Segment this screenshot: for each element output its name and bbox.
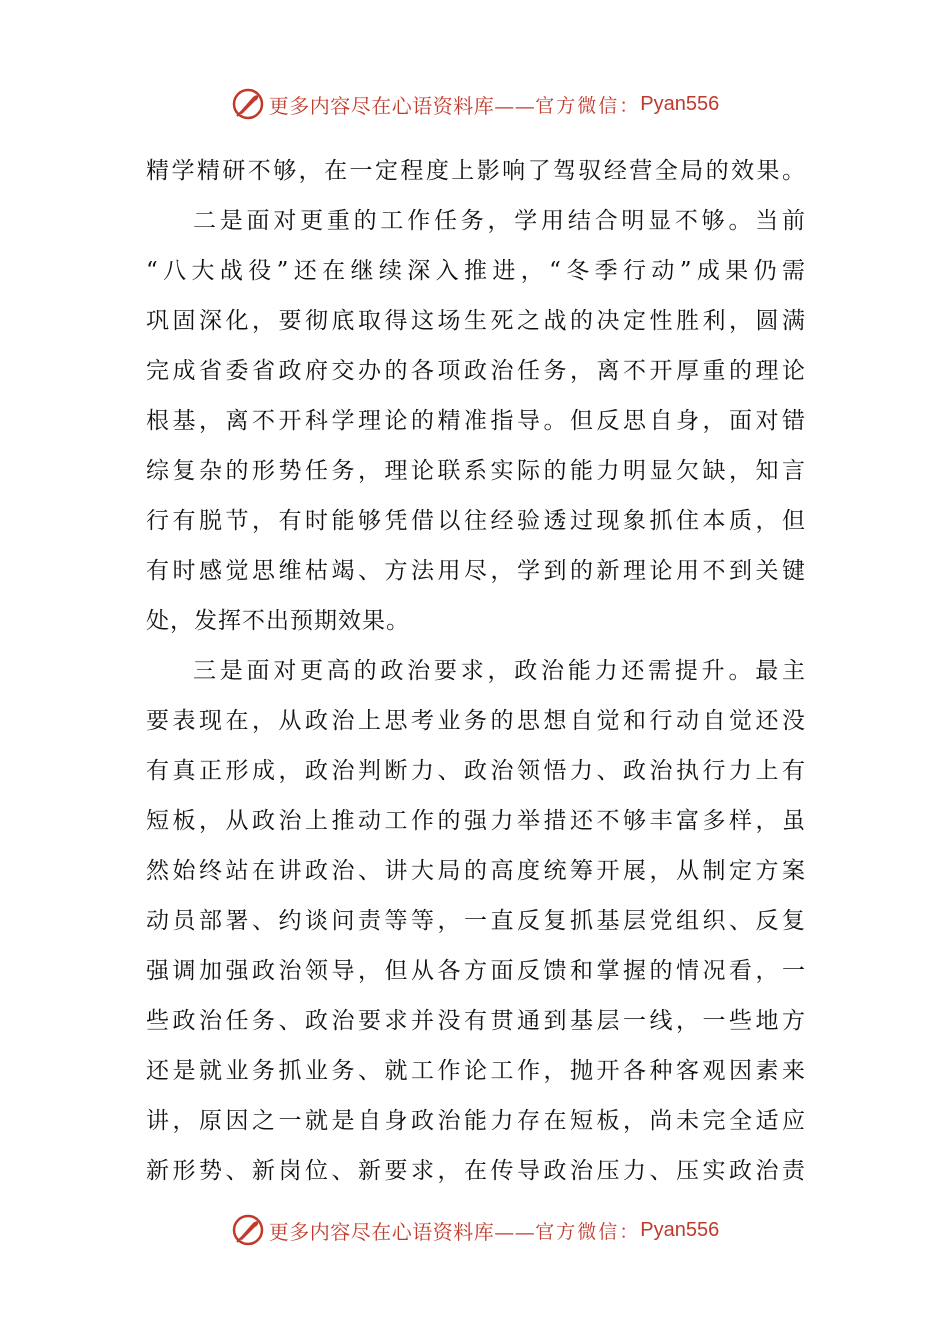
- text-line: 些政治任务、政治要求并没有贯通到基层一线，一些地方: [146, 1008, 806, 1034]
- text-line: 根基，离不开科学理论的精准指导。但反思自身，面对错: [146, 408, 806, 434]
- header-text: 更多内容尽在心语资料库——: [268, 93, 536, 118]
- text-line: 精学精研不够，在一定程度上影响了驾驭经营全局的效果。: [146, 158, 806, 184]
- text-line: 强调加强政治领导，但从各方面反馈和掌握的情况看，一: [146, 958, 806, 984]
- text-line: 三是面对更高的政治要求，政治能力还需提升。最主: [193, 658, 806, 684]
- footer-text: 更多内容尽在心语资料库——: [268, 1219, 536, 1244]
- text-line: 行有脱节，有时能够凭借以往经验透过现象抓住本质，但: [146, 508, 806, 534]
- text-line: 讲，原因之一就是自身政治能力存在短板，尚未完全适应: [146, 1108, 806, 1134]
- text-line: 要表现在，从政治上思考业务的思想自觉和行动自觉还没: [146, 708, 806, 734]
- text-line: “八大战役”还在继续深入推进，“冬季行动”成果仍需: [146, 258, 806, 284]
- document-body: [146, 146, 806, 1196]
- footer-banner: [0, 1210, 950, 1250]
- text-line: 还是就业务抓业务、就工作论工作，抛开各种客观因素来: [146, 1058, 806, 1084]
- text-line: 有时感觉思维枯竭、方法用尽，学到的新理论用不到关键: [146, 558, 806, 584]
- text-line: 动员部署、约谈问责等等，一直反复抓基层党组织、反复: [146, 908, 806, 934]
- header-wechat-label: 官方微信：: [535, 94, 641, 117]
- text-line: 短板，从政治上推动工作的强力举措还不够丰富多样，虽: [146, 808, 806, 834]
- text-line: 综复杂的形势任务，理论联系实际的能力明显欠缺，知言: [146, 458, 806, 484]
- footer-wechat-id: Pyan556: [640, 1218, 720, 1241]
- text-line: 新形势、新岗位、新要求，在传导政治压力、压实政治责: [146, 1158, 806, 1184]
- header-wechat-id: Pyan556: [640, 92, 720, 115]
- footer-wechat-label: 官方微信：: [535, 1220, 641, 1243]
- quill-logo-icon: [231, 87, 265, 121]
- header-banner: [0, 84, 950, 124]
- text-line: 有真正形成，政治判断力、政治领悟力、政治执行力上有: [146, 758, 806, 784]
- text-line: 二是面对更重的工作任务，学用结合明显不够。当前: [193, 208, 806, 234]
- quill-logo-icon: [231, 1213, 265, 1247]
- text-line: 完成省委省政府交办的各项政治任务，离不开厚重的理论: [146, 358, 806, 384]
- text-line: 然始终站在讲政治、讲大局的高度统筹开展，从制定方案: [146, 858, 806, 884]
- text-line: 巩固深化，要彻底取得这场生死之战的决定性胜利，圆满: [146, 308, 806, 334]
- text-line: 处，发挥不出预期效果。: [146, 608, 410, 634]
